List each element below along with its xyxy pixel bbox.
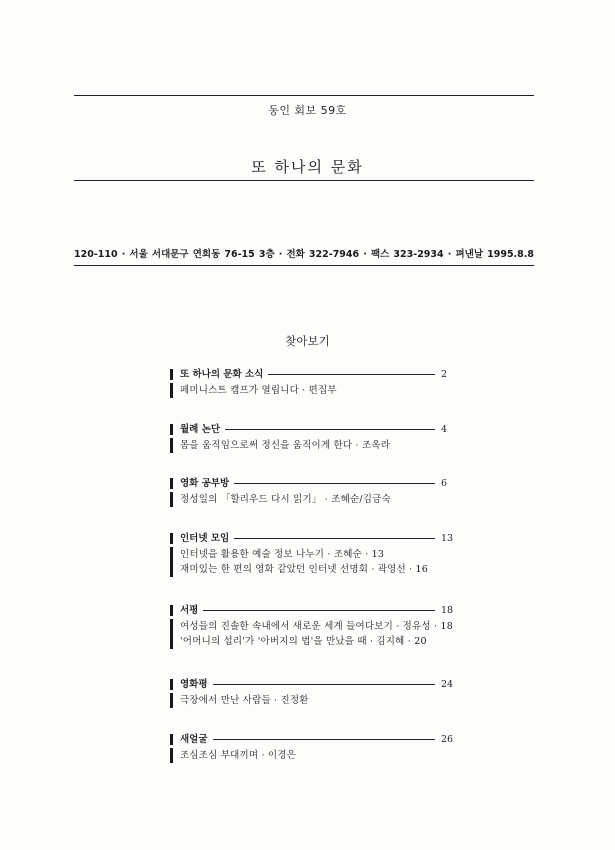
section-header xyxy=(170,476,455,490)
section-header xyxy=(170,531,455,545)
toc-item: 재미있는 한 편의 영화 같았던 인터넷 선명회 · 곽영선 · 16 xyxy=(180,564,429,575)
leader-line xyxy=(225,429,435,430)
section-items xyxy=(170,693,455,708)
leader-line xyxy=(203,610,435,611)
toc-section xyxy=(170,603,455,649)
newsletter-title: 또 하나의 문화 xyxy=(251,158,364,176)
toc-section xyxy=(170,422,455,453)
top-rule xyxy=(74,95,534,96)
section-title: 서평 xyxy=(170,605,201,616)
section-items xyxy=(170,748,455,763)
leader-line xyxy=(268,374,435,375)
address-line: 120-110 · 서울 서대문구 연희동 76-15 3층 · 전화 322-7946 · 팩스 323-2934 · 펴낸날 1995.8.8 xyxy=(74,249,534,260)
section-title: 월례 논단 xyxy=(170,424,223,435)
toc-item: 극장에서 만난 사람들 · 진정환 xyxy=(180,695,309,706)
section-header xyxy=(170,422,455,436)
section-title: 또 하나의 문화 소식 xyxy=(170,369,266,380)
toc-section xyxy=(170,732,455,763)
section-header xyxy=(170,367,455,381)
toc-item: 조심조심 부대끼며 · 이경은 xyxy=(180,750,297,761)
leader-line xyxy=(213,739,435,740)
section-page-number: 4 xyxy=(441,423,448,435)
toc-item: 정성일의 「할리우드 다시 읽기」 · 조혜순/김금숙 xyxy=(180,494,391,505)
toc-item: 페미니스트 캠프가 열립니다 · 편집부 xyxy=(180,385,337,396)
issue-label: 동인 회보 59호 xyxy=(268,104,347,117)
toc-heading: 찾아보기 xyxy=(285,334,330,348)
toc-section xyxy=(170,476,455,507)
section-title: 새얼굴 xyxy=(170,734,211,745)
section-title: 영화 공부방 xyxy=(170,478,232,489)
leader-line xyxy=(234,483,435,484)
toc-section xyxy=(170,531,455,577)
section-items xyxy=(170,383,455,398)
section-page-number: 18 xyxy=(441,604,454,616)
section-header xyxy=(170,603,455,617)
leader-line xyxy=(234,538,435,539)
section-page-number: 13 xyxy=(441,532,454,544)
toc-item: 여성들의 진솔한 속내에서 새로운 세계 들여다보기 · 정유성 · 18 xyxy=(180,621,453,632)
toc-item: 몸을 움직임으로써 정신을 움직이게 한다 · 조옥라 xyxy=(180,440,391,451)
address-rule xyxy=(74,265,534,266)
section-items xyxy=(170,438,455,453)
toc-item: '어머니의 섭리'가 '아버지의 법'을 만났을 때 · 김지혜 · 20 xyxy=(180,636,427,647)
section-items xyxy=(170,547,455,577)
section-title: 영화평 xyxy=(170,679,211,690)
title-rule xyxy=(74,180,534,181)
section-page-number: 26 xyxy=(441,733,454,745)
leader-line xyxy=(213,684,435,685)
section-header xyxy=(170,732,455,746)
section-page-number: 24 xyxy=(441,678,454,690)
section-title: 인터넷 모임 xyxy=(170,533,232,544)
toc-section xyxy=(170,367,455,398)
section-page-number: 2 xyxy=(441,368,448,380)
section-items xyxy=(170,619,455,649)
section-items xyxy=(170,492,455,507)
section-header xyxy=(170,677,455,691)
toc-item: 인터넷을 활용한 예술 정보 나누기 · 조혜순 · 13 xyxy=(180,549,385,560)
toc-section xyxy=(170,677,455,708)
section-page-number: 6 xyxy=(441,477,448,489)
